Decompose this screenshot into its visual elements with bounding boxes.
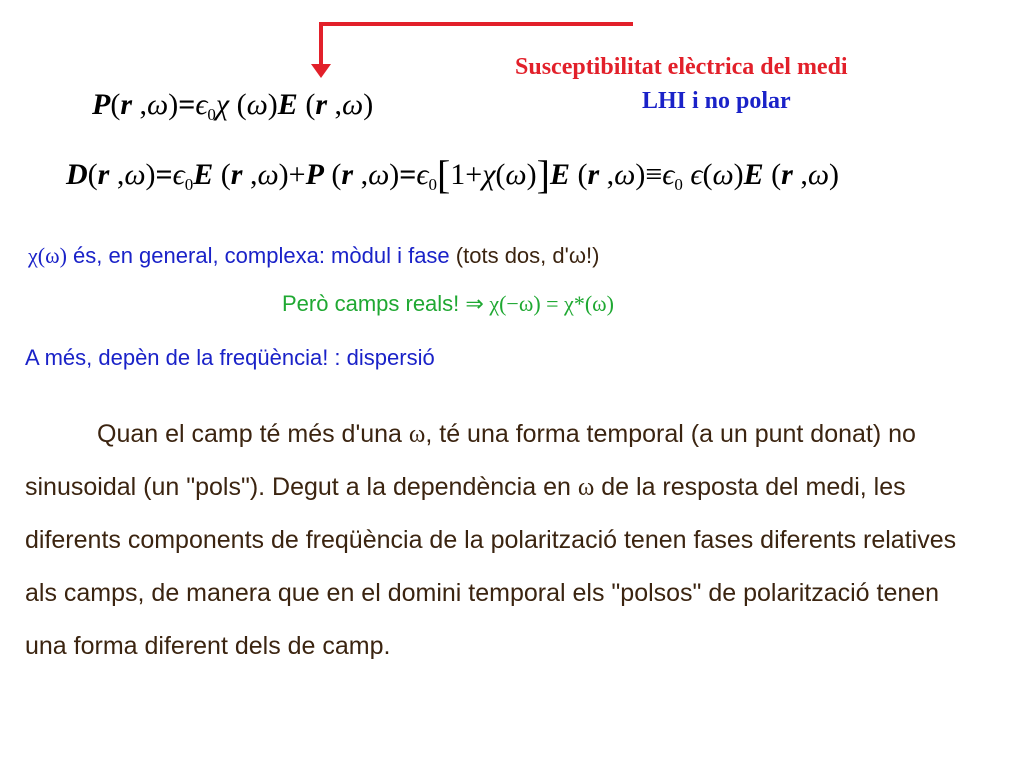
- chi-complex-line: χ(ω) és, en general, complexa: mòdul i fase (tots dos, d'ω!): [28, 243, 600, 268]
- arrow-horizontal: [320, 22, 633, 26]
- equation-polarization: P(r $,\omega)=\epsilon_0\chi$ (ω)E (r ,ω): [92, 88, 374, 124]
- real-fields-line: Però camps reals! ⇒ χ(−ω) = χ*(ω): [282, 291, 614, 316]
- arrow-vertical: [319, 22, 323, 68]
- body-paragraph: Quan el camp té més d'una ω, té una forma temporal (a un punt donat) no sinusoidal (un "pols"). Degut a la dependència en ω de la resposta del medi, les diferents components de freqüència de la polarització tenen fases diferents relatives als camps, de manera que en el domini temporal els "polsos" de polarització tenen una forma diferent dels de camp.: [25, 420, 957, 660]
- equation-displacement: D(r $,\omega)=\epsilon_0E$ (r ,ω)+P (r $,\omega)=\epsilon_0[1+\chi(\omega)]E$ (r $,\omega)\equiv\epsilon_0$ ϵ(ω)E (r ,ω): [66, 152, 840, 197]
- dispersion-line: A més, depèn de la freqüència! : dispersió: [25, 345, 435, 370]
- callout-subtitle: LHI i no polar: [642, 88, 791, 114]
- callout-title: Susceptibilitat elèctrica del medi: [515, 54, 848, 80]
- arrow-down-icon: [311, 64, 331, 78]
